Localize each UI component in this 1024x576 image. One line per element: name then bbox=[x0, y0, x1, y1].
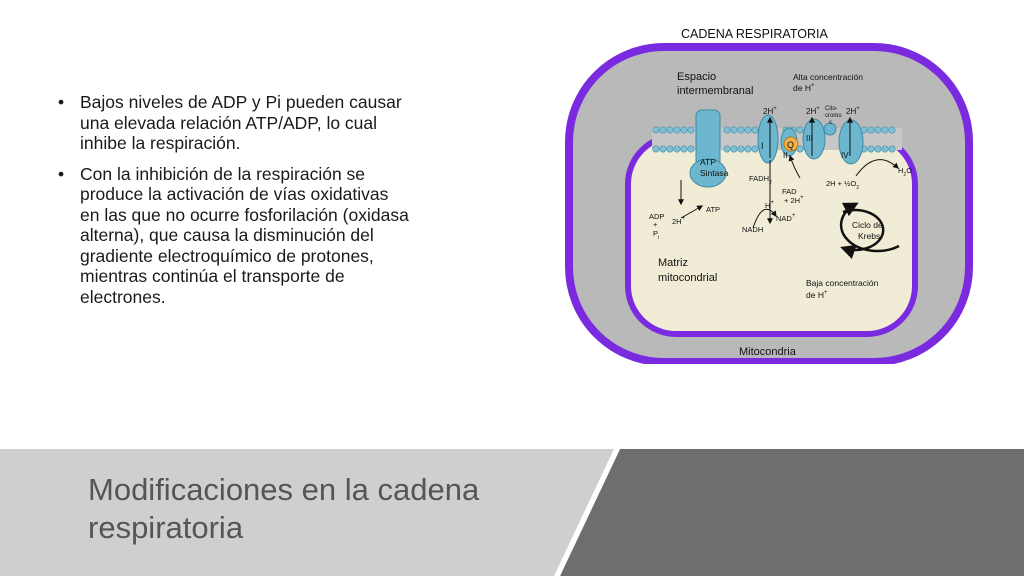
bullet-list bbox=[58, 92, 410, 317]
alta-concentracion-label-1: Alta concentración bbox=[793, 72, 863, 82]
baja-concentracion-label-1: Baja concentración bbox=[806, 278, 879, 288]
proton-2h-c: 2H+ bbox=[846, 106, 860, 116]
krebs-label-1: Ciclo de bbox=[852, 220, 883, 230]
mitocondria-label: Mitocondria bbox=[739, 346, 796, 358]
nadh-label: NADH bbox=[742, 225, 764, 234]
fadh2-label: $FADH_2$ bbox=[749, 174, 772, 186]
baja-concentracion-label-2: de H+ bbox=[806, 290, 828, 300]
complex-ii-label: II bbox=[783, 151, 788, 160]
complex-iv-label: IV bbox=[841, 151, 849, 160]
complex-iii-label: III bbox=[806, 134, 813, 143]
bullet-item bbox=[58, 164, 410, 308]
atp-label: ATP bbox=[706, 205, 721, 214]
adp-label: ADP bbox=[649, 212, 665, 221]
bullet-item bbox=[58, 92, 410, 154]
proton-2h-b: 2H+ bbox=[806, 106, 820, 116]
matriz-label-2: mitocondrial bbox=[658, 272, 718, 284]
bullet-dot: • bbox=[58, 163, 65, 184]
krebs-label-2: Krebs bbox=[858, 231, 881, 241]
atp-synthase-label-1: ATP bbox=[700, 157, 716, 167]
bullet-text: Bajos niveles de ADP y Pi pueden causar una elevada relación ATP/ADP, lo cual inhibe la respiración. bbox=[80, 92, 402, 153]
diagram-heading: CADENA RESPIRATORIA bbox=[681, 27, 828, 41]
respiratory-chain-diagram bbox=[560, 18, 980, 364]
fad-plus-2h-label: + 2H+ bbox=[784, 195, 804, 205]
slide-title: Modificaciones en la cadena respiratoria bbox=[88, 472, 480, 545]
citocromo-label-1: Cito- bbox=[825, 106, 838, 112]
bullet-text: Con la inhibición de la respiración se produce la activación de vías oxidativas en las que no ocurre fosforilación (oxidasa alterna), que causa la disminución del gradiente electroquímico de protones, mientras continúa el transporte de electrones. bbox=[80, 163, 409, 307]
complex-i-label: I bbox=[761, 141, 764, 151]
complex-i bbox=[758, 115, 778, 163]
proton-2h-a: 2H+ bbox=[763, 106, 777, 116]
h2o-label: $H_2O$ bbox=[898, 166, 913, 178]
plus-label: + bbox=[653, 220, 658, 229]
coenzyme-q-label: Q bbox=[787, 140, 795, 150]
espacio-label-1: Espacio bbox=[677, 71, 717, 83]
espacio-label-2: intermembranal bbox=[677, 85, 754, 97]
oxygen-reaction-label: $2H + \frac{1}{2}O_2$ bbox=[826, 179, 860, 191]
h-plus-label: H+ bbox=[765, 200, 774, 210]
citocromo-label-2: cromo bbox=[825, 113, 842, 119]
atp-synthase-label-2: Sintasa bbox=[700, 168, 729, 178]
matriz-label-1: Matriz bbox=[658, 257, 688, 269]
citocromo-label-3: c bbox=[829, 120, 832, 126]
proton-2h-left: 2H+ bbox=[672, 216, 686, 226]
pi-label: $P_i$ bbox=[653, 229, 660, 241]
alta-concentracion-label-2: de H+ bbox=[793, 83, 815, 93]
fad-label: FAD bbox=[782, 187, 797, 196]
bullet-dot: • bbox=[58, 92, 65, 112]
nad-label: NAD+ bbox=[776, 213, 796, 223]
